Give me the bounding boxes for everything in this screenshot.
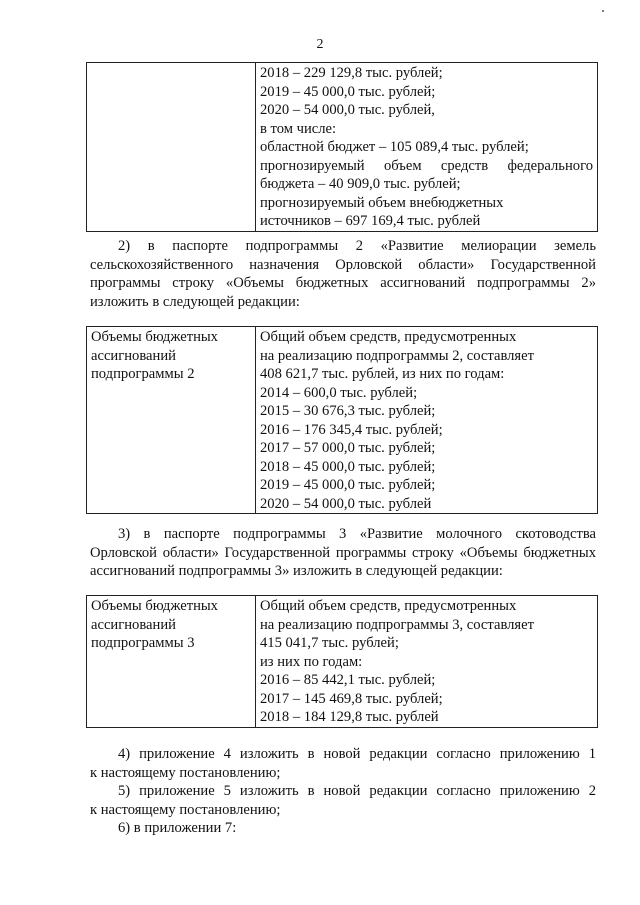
paragraph-line: Орловской области» Государственной программы строку «Объемы бюджетных xyxy=(90,544,596,561)
paragraph-item-5 xyxy=(90,782,596,819)
table-line: 2017 – 57 000,0 тыс. рублей; xyxy=(260,440,436,456)
table-line: в том числе: xyxy=(260,120,337,137)
paragraph-line: к настоящему постановлению; xyxy=(90,801,281,818)
funding-table-continued xyxy=(86,62,598,232)
table-line: прогнозируемый объем внебюджетных xyxy=(260,194,504,211)
table-line: ассигнований xyxy=(91,616,176,633)
table-line: источников – 697 169,4 тыс. рублей xyxy=(260,213,481,229)
table-right-cell xyxy=(256,596,598,728)
paragraph-line: 5) приложение 5 изложить в новой редакции согласно приложению 2 xyxy=(118,783,596,799)
table-line: 2019 – 45 000,0 тыс. рублей; xyxy=(260,83,436,100)
table-left-cell xyxy=(87,327,256,514)
table-line: Общий объем средств, предусмотренных xyxy=(260,329,517,345)
paragraph-line: к настоящему постановлению; xyxy=(90,764,281,781)
table-line: Объемы бюджетных xyxy=(91,598,218,614)
table-row xyxy=(87,63,598,232)
paragraph-line: 2) в паспорте подпрограммы 2 «Развитие мелиорации земель xyxy=(118,238,596,254)
table-line: 2014 – 600,0 тыс. рублей; xyxy=(260,384,418,401)
paragraph-item-3 xyxy=(90,525,596,581)
table-line: 2017 – 145 469,8 тыс. рублей; xyxy=(260,690,443,707)
table-right-cell xyxy=(256,327,598,514)
table-line: 2016 – 85 442,1 тыс. рублей; xyxy=(260,672,436,688)
paragraph-item-4 xyxy=(90,745,596,782)
table-right-cell xyxy=(256,63,598,232)
paragraph-line: сельскохозяйственного назначения Орловской области» Государственной xyxy=(90,256,596,273)
table-line: из них по годам: xyxy=(260,653,363,670)
table-line: подпрограммы 3 xyxy=(91,635,195,651)
table-line: Общий объем средств, предусмотренных xyxy=(260,598,517,614)
paragraph-line: изложить в следующей редакции: xyxy=(90,293,300,310)
table-line: подпрограммы 2 xyxy=(91,366,195,382)
table-left-cell xyxy=(87,63,256,232)
paragraph-line: 4) приложение 4 изложить в новой редакции согласно приложению 1 xyxy=(118,746,596,762)
table-line: на реализацию подпрограммы 2, составляет xyxy=(260,347,534,364)
table-line: 2015 – 30 676,3 тыс. рублей; xyxy=(260,403,436,419)
table-line: ассигнований xyxy=(91,347,176,364)
table-line: 2019 – 45 000,0 тыс. рублей; xyxy=(260,477,436,493)
paragraph-line: 3) в паспорте подпрограммы 3 «Развитие молочного скотоводства xyxy=(118,526,596,542)
paragraph-line: 6) в приложении 7: xyxy=(118,820,237,836)
paragraph-item-2 xyxy=(90,237,596,311)
table-line: 2018 – 184 129,8 тыс. рублей xyxy=(260,709,439,725)
table-line: 2018 – 45 000,0 тыс. рублей; xyxy=(260,458,436,475)
table-line: 2016 – 176 345,4 тыс. рублей; xyxy=(260,421,443,438)
funding-table-subprogram-2 xyxy=(86,326,598,514)
paragraph-line: программы строку «Объемы бюджетных ассигнований подпрограммы 2» xyxy=(90,275,596,291)
page-number: 2 xyxy=(316,37,324,52)
table-line: 2020 – 54 000,0 тыс. рублей, xyxy=(260,102,435,118)
table-line: на реализацию подпрограммы 3, составляет xyxy=(260,616,534,633)
funding-table-subprogram-3 xyxy=(86,595,598,728)
paragraph-item-6 xyxy=(90,819,596,838)
table-line: областной бюджет – 105 089,4 тыс. рублей; xyxy=(260,139,529,155)
table-line: 408 621,7 тыс. рублей, из них по годам: xyxy=(260,366,505,382)
table-line: бюджета – 40 909,0 тыс. рублей; xyxy=(260,176,461,192)
table-line: 2018 – 229 129,8 тыс. рублей; xyxy=(260,65,443,81)
paragraph-line: ассигнований подпрограммы 3» изложить в следующей редакции: xyxy=(90,563,503,579)
table-line: прогнозируемый объем средств федерального xyxy=(260,157,593,174)
table-left-cell xyxy=(87,596,256,728)
table-line: 415 041,7 тыс. рублей; xyxy=(260,635,399,651)
scan-speck xyxy=(602,10,604,12)
table-row xyxy=(87,327,598,514)
table-line: 2020 – 54 000,0 тыс. рублей xyxy=(260,495,432,512)
table-line: Объемы бюджетных xyxy=(91,329,218,345)
table-row xyxy=(87,596,598,728)
